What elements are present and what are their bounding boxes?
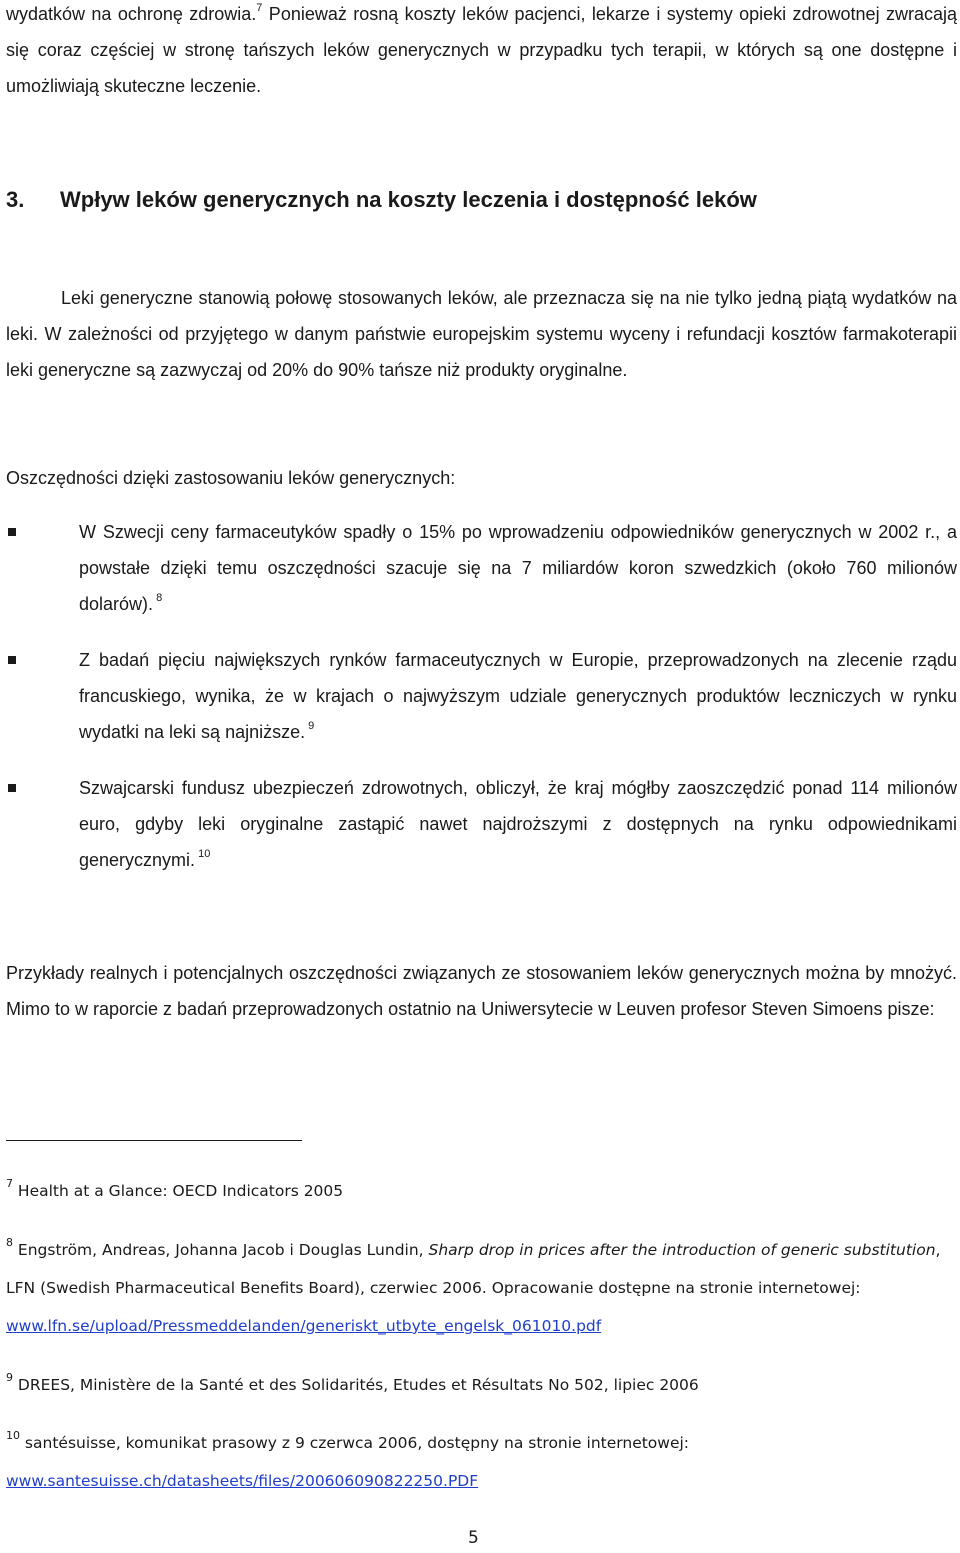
footnote-title: Sharp drop in prices after the introduction of generic substitution — [428, 1241, 936, 1259]
section-number: 3. — [6, 187, 25, 212]
square-bullet-icon — [8, 656, 16, 664]
section-title: Wpływ leków generycznych na koszty leczenia i dostępność leków — [60, 187, 757, 212]
footnote-link[interactable]: www.lfn.se/upload/Pressmeddelanden/generiskt_utbyte_engelsk_061010.pdf — [6, 1317, 602, 1335]
footnote-8 — [6, 1231, 957, 1345]
footnote-ref-10[interactable]: 10 — [195, 848, 211, 860]
footnote-text: Engström, Andreas, Johanna Jacob i Douglas Lundin, — [13, 1241, 429, 1259]
footnote-number: 9 — [6, 1371, 13, 1384]
bullet-text-body: Z badań pięciu największych rynków farmaceutycznych w Europie, przeprowadzonych na zlecenie rządu francuskiego, wynika, że w krajach o najwyższym udziale generycznych produktów leczniczych w rynku wydatki na leki są najniższe. — [79, 650, 957, 742]
footnote-link[interactable]: www.santesuisse.ch/datasheets/files/200606090822250.PDF — [6, 1472, 479, 1490]
footnote-number: 10 — [6, 1429, 20, 1442]
bullet-text-body: W Szwecji ceny farmaceutyków spadły o 15% po wprowadzeniu odpowiedników generycznych w 2002 r., a powstałe dzięki temu oszczędności szacuje się na 7 miliardów koron szwedzkich (około 760 milionów dolarów). — [79, 522, 957, 614]
intro-text-after: Ponieważ rosną koszty leków pacjenci, lekarze i systemy opieki zdrowotnej zwracają się coraz częściej w stronę tańszych leków generycznych w przypadku tych terapii, w których są one dostępne i umożliwiają skuteczne leczenie. — [6, 4, 957, 96]
savings-heading: Oszczędności dzięki zastosowaniu leków generycznych: — [6, 468, 456, 488]
bullet-text — [79, 642, 957, 750]
footnote-text: DREES, Ministère de la Santé et des Solidarités, Etudes et Résultats No 502, lipiec 2006 — [13, 1376, 699, 1394]
page-number: 5 — [468, 1528, 479, 1548]
footnote-number: 8 — [6, 1236, 13, 1249]
footnote-separator — [6, 1140, 302, 1141]
footnote-7 — [6, 1172, 957, 1210]
square-bullet-icon — [8, 528, 16, 536]
footnote-number: 7 — [6, 1177, 13, 1190]
footnote-text: santésuisse, komunikat prasowy z 9 czerwca 2006, dostępny na stronie internetowej: — [20, 1434, 690, 1452]
bullet-text-body: Szwajcarski fundusz ubezpieczeń zdrowotnych, obliczył, że kraj mógłby zaoszczędzić ponad 114 milionów euro, gdyby leki oryginalne zastąpić nawet najdroższymi z dostępnych na rynku odpowiednikami generycznymi. — [79, 778, 957, 870]
footnote-9 — [6, 1366, 957, 1404]
footnote-text: , LFN (Swedish Pharmaceutical Benefits Board), czerwiec 2006. Opracowanie dostępne na stronie internetowej: — [6, 1241, 941, 1297]
footnote-ref-9[interactable]: 9 — [305, 720, 315, 732]
section-heading — [6, 182, 757, 218]
intro-paragraph — [6, 0, 957, 104]
paragraph-generics-share: Leki generyczne stanowią połowę stosowanych leków, ale przeznacza się na nie tylko jedną piątą wydatków na leki. W zależności od przyjętego w danym państwie europejskim systemu wyceny i refundacji kosztów farmakoterapii leki generyczne są zazwyczaj od 20% do 90% tańsze niż produkty oryginalne. — [6, 288, 957, 380]
footnote-text: Health at a Glance: OECD Indicators 2005 — [13, 1182, 344, 1200]
bullet-text — [79, 770, 957, 878]
footnote-ref-8[interactable]: 8 — [153, 592, 163, 604]
square-bullet-icon — [8, 784, 16, 792]
footnote-10 — [6, 1424, 957, 1500]
paragraph-examples: Przykłady realnych i potencjalnych oszczędności związanych ze stosowaniem leków generycznych można by mnożyć. Mimo to w raporcie z badań przeprowadzonych ostatnio na Uniwersytecie w Leuven profesor Steven Simoens pisze: — [6, 963, 957, 1019]
intro-text-before: wydatków na ochronę zdrowia. — [6, 4, 257, 24]
footnote-ref-7[interactable]: 7 — [256, 2, 263, 14]
bullet-text — [79, 514, 957, 622]
